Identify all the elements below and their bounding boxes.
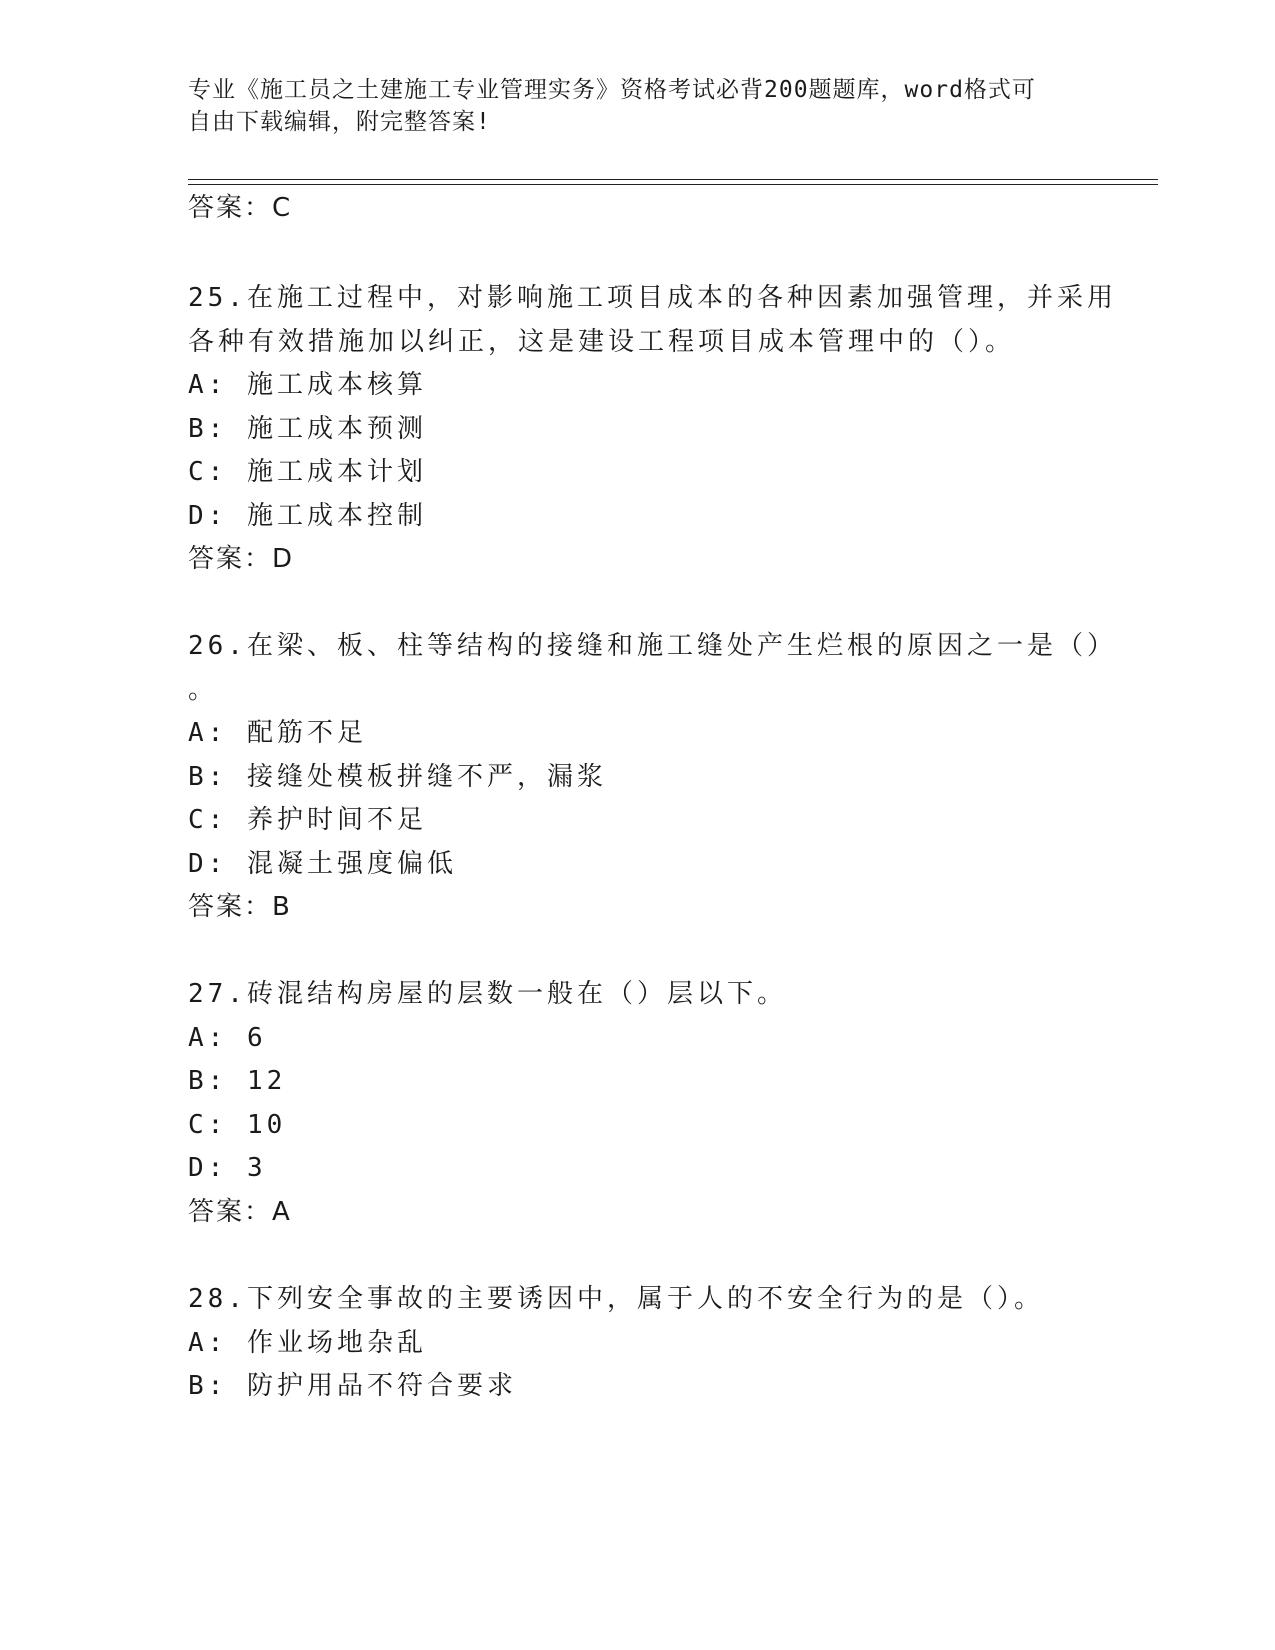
question-28-option-a: A: 作业场地杂乱 <box>188 1328 427 1358</box>
header-divider-bottom <box>188 184 1158 185</box>
question-27-option-a: A: 6 <box>188 1023 267 1053</box>
header-line-1: 专业《施工员之土建施工专业管理实务》资格考试必背200题题库，word格式可 <box>188 77 1036 103</box>
question-25-option-b: B: 施工成本预测 <box>188 414 427 444</box>
question-27-stem-line-1: 27.砖混结构房屋的层数一般在（）层以下。 <box>188 979 787 1009</box>
question-25-option-c: C: 施工成本计划 <box>188 457 427 487</box>
question-26-stem-line-2: 。 <box>188 675 219 705</box>
question-25-answer: 答案：D <box>188 544 295 574</box>
previous-answer: 答案：C <box>188 193 293 223</box>
header-line-2: 自由下载编辑，附完整答案! <box>188 109 491 135</box>
question-25-stem-line-2: 各种有效措施加以纠正，这是建设工程项目成本管理中的（）。 <box>188 327 1016 357</box>
question-25-stem-line-1: 25.在施工过程中，对影响施工项目成本的各种因素加强管理，并采用 <box>188 283 1117 313</box>
question-28-stem-line-1: 28.下列安全事故的主要诱因中，属于人的不安全行为的是（）。 <box>188 1284 1044 1314</box>
question-28-option-b: B: 防护用品不符合要求 <box>188 1371 517 1401</box>
question-25-option-a: A: 施工成本核算 <box>188 370 427 400</box>
question-27-option-c: C: 10 <box>188 1110 287 1140</box>
document-header <box>188 74 1088 138</box>
question-26-option-b: B: 接缝处模板拼缝不严，漏浆 <box>188 762 607 792</box>
question-26-option-a: A: 配筋不足 <box>188 718 367 748</box>
header-divider-top <box>188 179 1158 180</box>
question-27-answer: 答案：A <box>188 1197 292 1227</box>
question-27-option-d: D: 3 <box>188 1153 267 1183</box>
question-26-option-d: D: 混凝土强度偏低 <box>188 849 457 879</box>
question-26-stem-line-1: 26.在梁、板、柱等结构的接缝和施工缝处产生烂根的原因之一是（） <box>188 631 1117 661</box>
question-27-option-b: B: 12 <box>188 1066 287 1096</box>
question-25-option-d: D: 施工成本控制 <box>188 501 427 531</box>
question-26-answer: 答案：B <box>188 892 292 922</box>
question-26-option-c: C: 养护时间不足 <box>188 805 427 835</box>
